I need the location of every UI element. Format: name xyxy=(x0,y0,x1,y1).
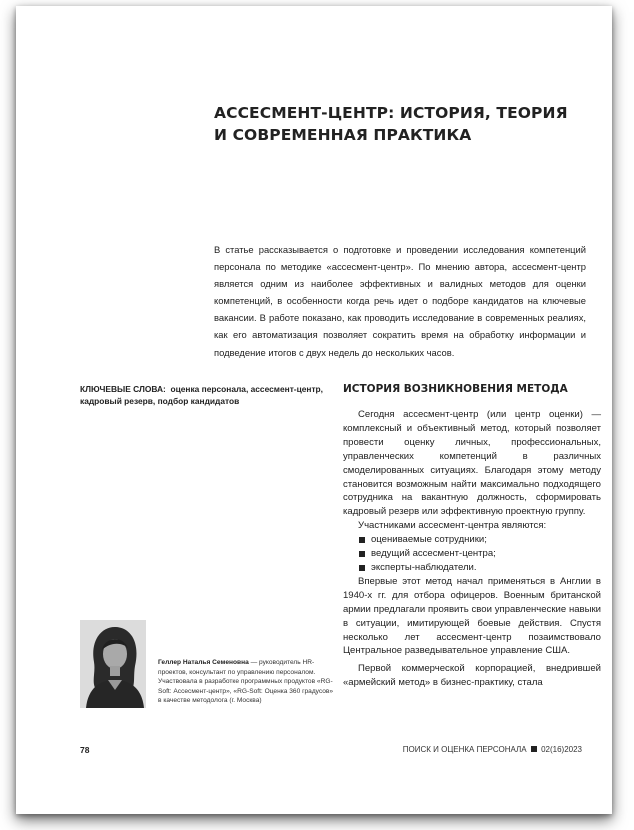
list-item xyxy=(343,533,601,547)
participants-list xyxy=(343,533,601,575)
body-paragraph-1: Сегодня ассесмент-центр (или центр оценки) — комплексный и объективный метод, который позволяет провести оценку личных, профессиональных, управленческих компетенций в различных смоделированных ситуациях. Благодаря этому методу становится возможным найти максимально подходящего сотрудника на вакантную должность, сформировать кадровый резерв или эффективную проектную группу. xyxy=(343,409,601,518)
list-item-text: эксперты-наблюдатели. xyxy=(371,561,477,573)
article-title-line-1: АССЕСМЕНТ-ЦЕНТР: ИСТОРИЯ, ТЕОРИЯ xyxy=(214,104,568,122)
running-footer xyxy=(403,745,582,754)
keywords-label: КЛЮЧЕВЫЕ СЛОВА: xyxy=(80,384,166,394)
body-paragraph-3: Впервые этот метод начал применяться в Англии в 1940-х гг. для отбора офицеров. Военным британской армии предлагали проявить свои управленческие навыки в ситуации, имитирующей боевые действия. Спустя несколько лет ассесмент-центр позаимствовало Центральное разведывательное управление США. xyxy=(343,575,601,657)
article-body xyxy=(343,408,601,690)
list-item-text: оцениваемые сотрудники; xyxy=(371,534,487,546)
list-item-text: ведущий ассесмент-центра; xyxy=(371,548,496,560)
body-paragraph-2: Участниками ассесмент-центра являются: xyxy=(358,520,547,532)
bullet-square-icon xyxy=(359,565,365,571)
section-heading: ИСТОРИЯ ВОЗНИКНОВЕНИЯ МЕТОДА xyxy=(343,383,568,395)
author-info xyxy=(158,658,336,706)
bullet-square-icon xyxy=(359,551,365,557)
author-portrait-image xyxy=(80,620,146,708)
author-photo xyxy=(80,620,146,708)
list-item xyxy=(343,547,601,561)
page-number: 78 xyxy=(80,745,90,755)
author-bio: — руководитель HR-проектов, консультант по управлению персоналом. Участвовала в разработке программных продуктов «RG-Soft: Ассесмент-центр», «RG-Soft: Оценка 360 градусов» в качестве методолога (г. Москва) xyxy=(158,659,334,705)
article-abstract: В статье рассказывается о подготовке и проведении исследования компетенций персонала по методике «ассесмент-центр». По мнению автора, ассесмент-центр является одним из наиболее эффективных и валидных методов для оценки компетенций, в особенности когда речь идет о подборе кандидатов на ключевые вакансии. В работе показано, как проводить исследование в современных реалиях, как его автоматизация позволяет сократить время на обработку информации и подведение итогов с двух недель до нескольких часов. xyxy=(214,244,586,358)
body-paragraph-4: Первой коммерческой корпорацией, внедрившей «армейский метод» в бизнес-практику, стала xyxy=(343,663,601,689)
journal-name: ПОИСК И ОЦЕНКА ПЕРСОНАЛА xyxy=(402,745,527,754)
article-title-line-2: И СОВРЕМЕННАЯ ПРАКТИКА xyxy=(214,126,472,144)
bullet-square-icon xyxy=(359,537,365,543)
author-name: Геллер Наталья Семеновна xyxy=(158,659,249,666)
journal-issue: 02(16)2023 xyxy=(541,745,582,754)
article-title xyxy=(214,102,574,146)
separator-square-icon xyxy=(531,746,537,752)
keywords-text: оценка персонала, ассесмент-центр, кадровый резерв, подбор кандидатов xyxy=(80,384,324,406)
list-item xyxy=(343,561,601,575)
keywords-block xyxy=(80,384,335,407)
journal-page xyxy=(16,6,612,814)
